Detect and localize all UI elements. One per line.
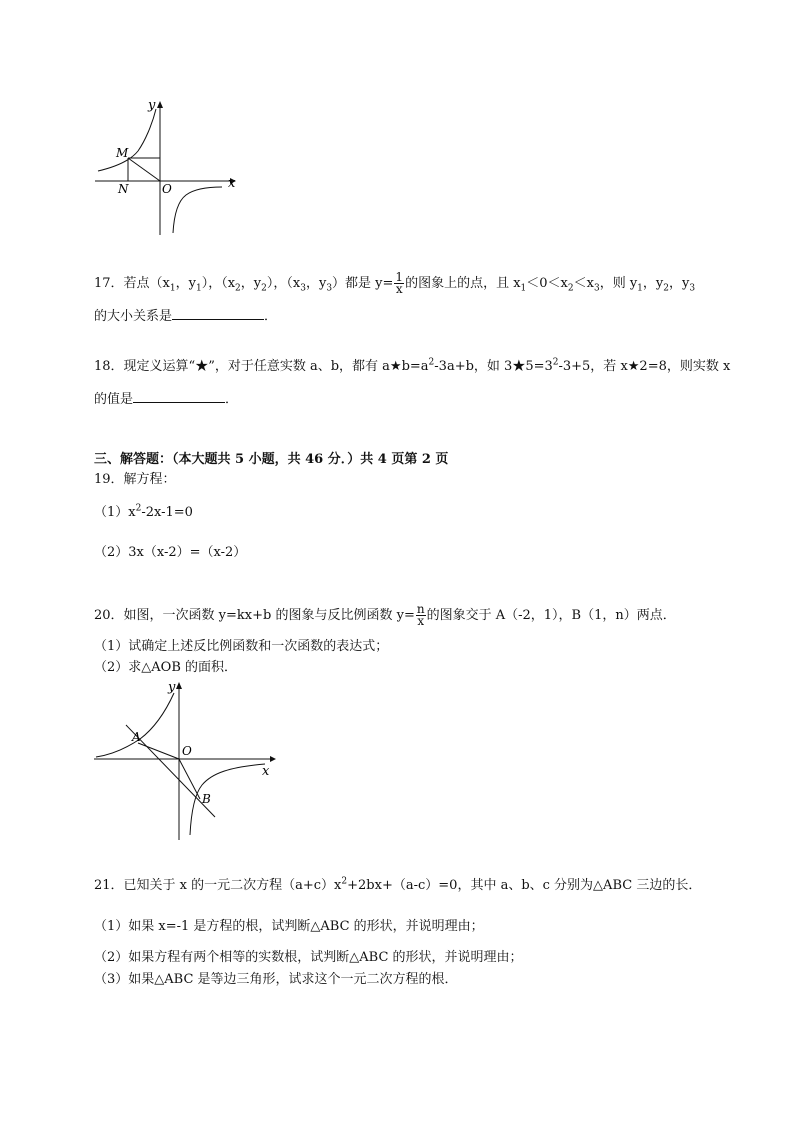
fig1-o-label: O [162,182,172,196]
q18-answer-blank[interactable] [133,388,225,403]
q21-sub1: （1）如果 x=-1 是方程的根，试判断△ABC 的形状，并说明理由； [94,919,484,934]
figure-aob [90,675,290,845]
q21-sub3: （3）如果△ABC 是等边三角形，试求这个一元二次方程的根． [94,972,458,987]
q17-fraction: $\frac{1}{x}$ [395,270,404,296]
q17-line1: 17．若点（$x_1$，$y_1$），（$x_2$，$y_2$），（$x_3$，$y_3$）都是 y= $\frac{1}{x}$ 的图象上的点，且 $x_1<0<x_2<x_3$，则 $y_1$，$y_2$，$y_3$ [94,270,696,296]
q17-line2: 的大小关系是 ． [94,305,277,326]
x-axis-arrow [270,756,276,762]
figure-hyperbola-mn [90,95,250,240]
y-axis-arrow [176,682,182,689]
segment-oa [138,743,179,759]
q20-sub1: （1）试确定上述反比例函数和一次函数的表达式； [94,639,389,654]
fig2-o-label: O [182,744,192,758]
q17-answer-blank[interactable] [172,305,264,320]
q21-sub2: （2）如果方程有两个相等的实数根，试判断△ABC 的形状，并说明理由； [94,950,523,965]
q18-line2: 的值是 ． [94,388,238,409]
q19-part2: （2）3x（x-2）=（x-2） [94,545,247,560]
y-axis-arrow [157,101,163,108]
hyperbola-left-branch [96,693,174,757]
q18-line1: 18．现定义运算“★”，对于任意实数 a、b，都有 $a★b=a^2-3a+b$，如 $3★5=3^2-3+5$，若 x★2=8，则实数 x [94,357,731,374]
fig1-y-label: y [148,98,156,113]
q20-stem: 20．如图，一次函数 y=kx+b 的图象与反比例函数 y= $\frac{n}{x}$ 的图象交于 A（-2，1），B（1，n）两点． [94,602,676,628]
q19-part1: $(1)x^2-2x-1=0$ [94,503,193,520]
fig1-n-label: N [118,182,129,196]
fig2-b-label: B [202,792,211,806]
hyperbola-left-branch [98,109,156,171]
fig1-x-label: x [228,176,236,191]
fig2-y-label: y [168,680,176,695]
hyperbola-right-branch [173,187,222,233]
fig2-a-label: A [132,730,141,744]
segment-mo [128,158,160,181]
fig2-x-label: x [262,764,270,779]
segment-ob [179,759,200,799]
q21-stem: 21．已知关于 x 的一元二次方程$(a+c)x^2+2bx+(a-c)=0$，其中 a、b、c 分别为△ABC 三边的长． [94,876,702,893]
section3-title: 三、解答题：（本大题共 5 小题，共 46 分．）共 4 页第 2 页 [94,452,449,467]
fig1-m-label: M [116,146,129,160]
q19-title: 19．解方程： [94,472,176,487]
q20-sub2: （2）求△AOB 的面积． [94,660,238,675]
q20-fraction: $\frac{n}{x}$ [416,602,425,628]
